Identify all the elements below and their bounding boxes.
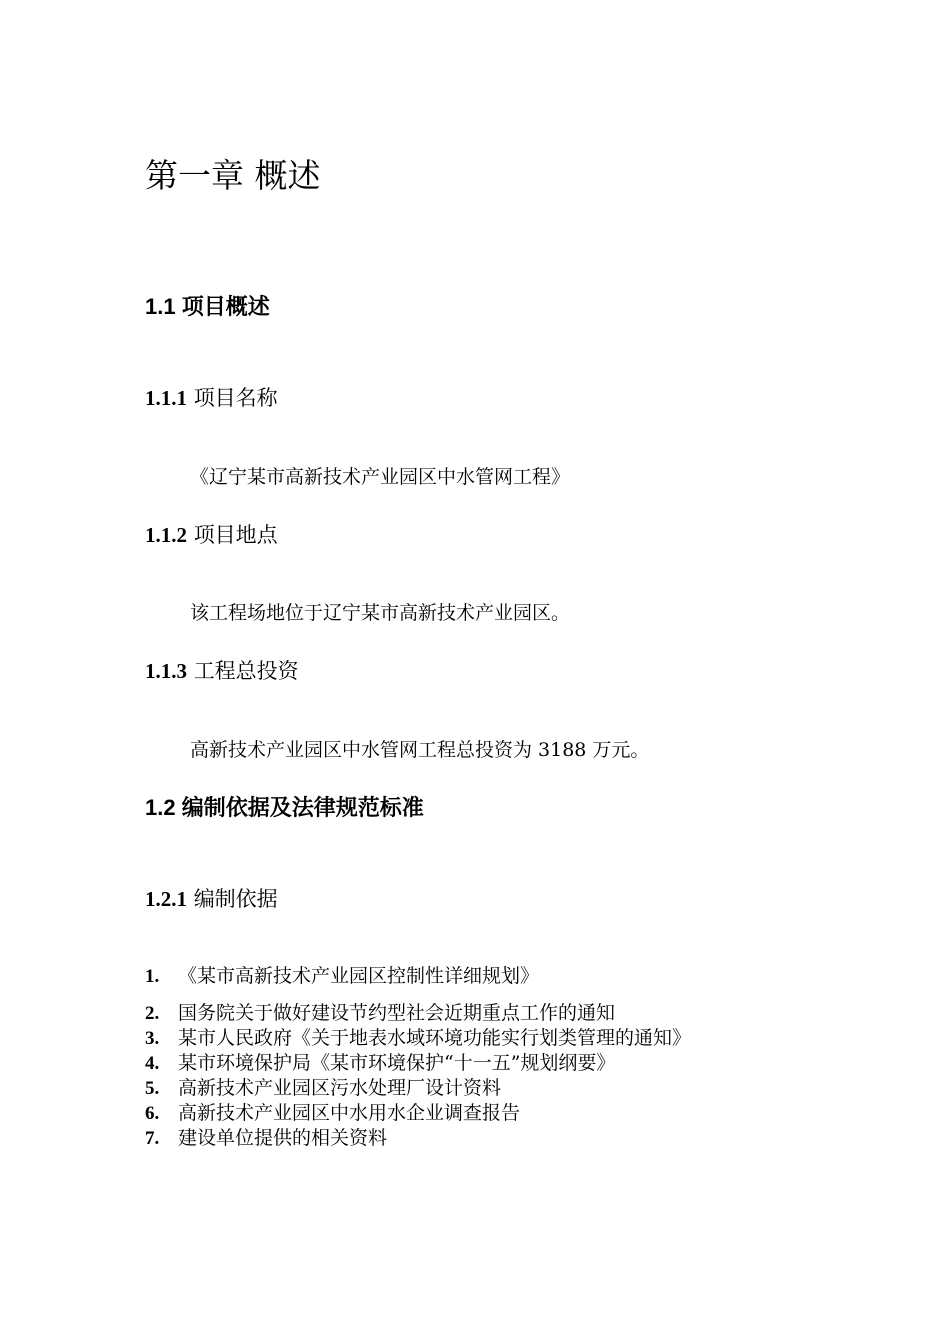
- list-item-text: 《某市高新技术产业园区控制性详细规划》: [178, 965, 540, 987]
- subsection-heading-1-1-3: [145, 656, 299, 686]
- section-heading-1-2: [145, 793, 424, 823]
- list-item-text: 某市人民政府《关于地表水域环境功能实行划类管理的通知》: [178, 1027, 692, 1049]
- subsection-heading-1-1-2: [145, 520, 278, 550]
- list-item-text: 高新技术产业园区中水用水企业调查报告: [178, 1102, 521, 1124]
- list-item-number: 1.: [145, 966, 160, 987]
- project-name-text: 《辽宁某市高新技术产业园区中水管网工程》: [190, 466, 571, 488]
- list-item: [145, 1126, 691, 1151]
- list-item-number: 5.: [145, 1078, 160, 1099]
- list-item-text: 某市环境保护局《某市环境保护“十一五”规划纲要》: [178, 1052, 616, 1074]
- list-item-text: 国务院关于做好建设节约型社会近期重点工作的通知: [178, 1002, 616, 1024]
- list-item: [145, 1101, 691, 1126]
- section-title: 项目概述: [181, 294, 270, 319]
- subsection-number: 1.1.3: [145, 659, 187, 683]
- list-item-number: 2.: [145, 1003, 160, 1024]
- subsection-title: 项目名称: [193, 386, 278, 410]
- section-number: 1.2: [145, 795, 176, 820]
- section-number: 1.1: [145, 294, 176, 319]
- list-item-number: 6.: [145, 1103, 160, 1124]
- list-item: [145, 1076, 691, 1101]
- subsection-heading-1-2-1: [145, 884, 278, 914]
- reference-list: [145, 964, 691, 1151]
- chapter-title: 第一章 概述: [145, 156, 321, 195]
- subsection-number: 1.2.1: [145, 887, 187, 911]
- list-item: [145, 964, 691, 989]
- subsection-heading-1-1-1: [145, 383, 278, 413]
- list-item: [145, 1026, 691, 1051]
- list-item: [145, 1001, 691, 1026]
- list-item: [145, 1051, 691, 1076]
- list-item-text: 高新技术产业园区污水处理厂设计资料: [178, 1077, 502, 1099]
- subsection-title: 项目地点: [193, 523, 278, 547]
- list-item-text: 建设单位提供的相关资料: [178, 1127, 388, 1149]
- list-item-number: 3.: [145, 1028, 160, 1049]
- list-item-number: 7.: [145, 1128, 160, 1149]
- subsection-number: 1.1.1: [145, 386, 187, 410]
- section-title: 编制依据及法律规范标准: [181, 795, 424, 820]
- investment-text: 高新技术产业园区中水管网工程总投资为 3188 万元。: [190, 739, 650, 761]
- project-location-text: 该工程场地位于辽宁某市高新技术产业园区。: [190, 602, 571, 624]
- section-heading-1-1: [145, 292, 270, 322]
- subsection-number: 1.1.2: [145, 523, 187, 547]
- subsection-title: 工程总投资: [193, 659, 299, 683]
- list-item-number: 4.: [145, 1053, 160, 1074]
- subsection-title: 编制依据: [193, 887, 278, 911]
